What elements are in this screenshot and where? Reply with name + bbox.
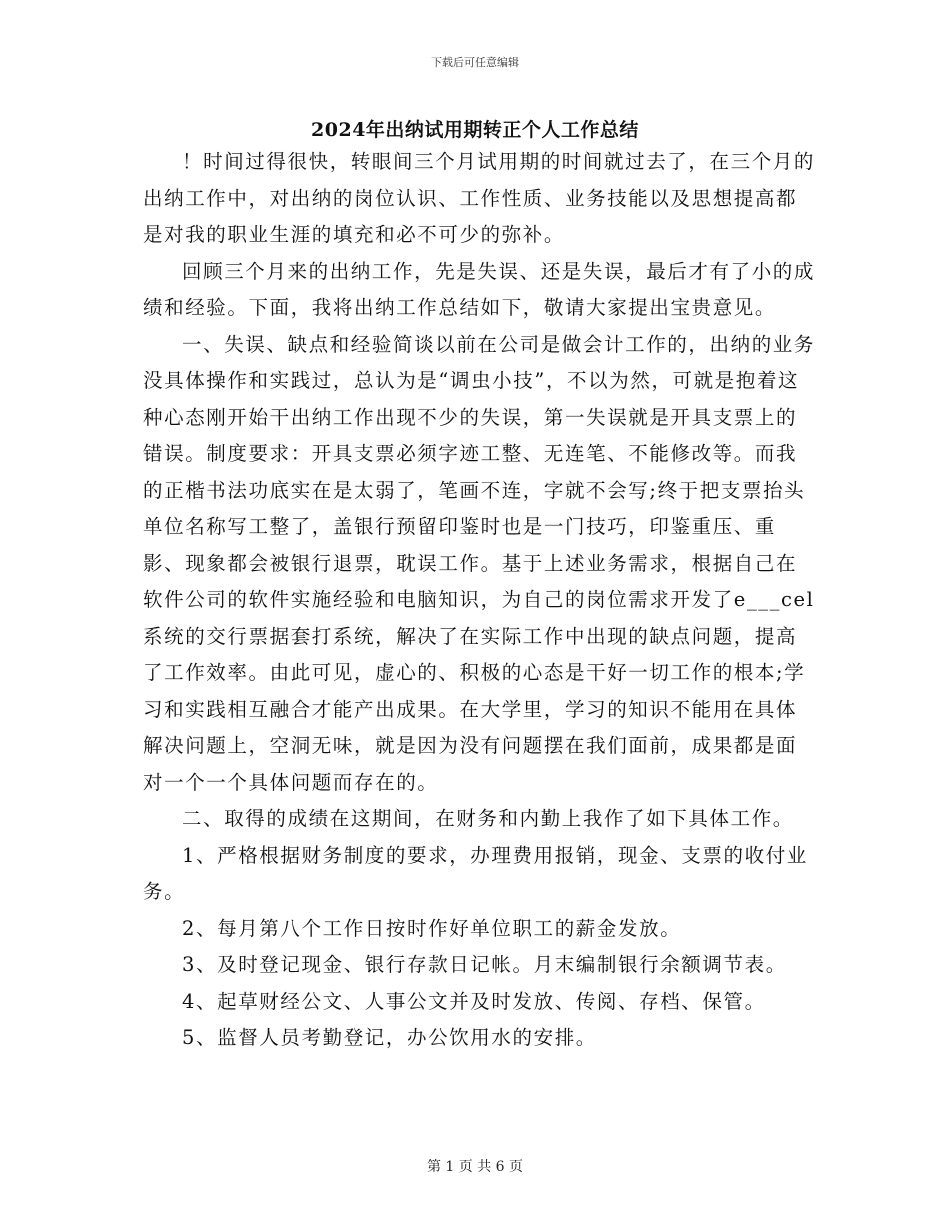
list-item-3: 3、及时登记现金、银行存款日记帐。月末编制银行余额调节表。 xyxy=(182,953,787,976)
list-item-2: 2、每月第八个工作日按时作好单位职工的薪金发放。 xyxy=(182,916,682,940)
page-header-note: 下载后可任意编辑 xyxy=(431,56,519,69)
paragraph-intro: ！时间过得很快，转眼间三个月试用期的时间就过去了，在三个月的出纳工作中，对出纳的岗位认识、工作性质、业务技能以及思想提高都是对我的职业生涯的填充和必不可少的弥补。 xyxy=(143,150,816,246)
list-item-5: 5、监督人员考勤登记，办公饮用水的安排。 xyxy=(182,1026,597,1049)
list-item-1: 1、严格根据财务制度的要求，办理费用报销，现金、支票的收付业务。 xyxy=(143,843,808,903)
document-title: 2024年出纳试用期转正个人工作总结 xyxy=(311,119,639,141)
paragraph-mistakes: 一、失误、缺点和经验简谈以前在公司是做会计工作的，出纳的业务没具体操作和实践过，总认为是“调虫小技”，不以为然，可就是抱着这种心态刚开始干出纳工作出现不少的失误，第一失误就是开具支票上的错误。制度要求：开具支票必须字迹工整、无连笔、不能修改等。而我的正楷书法功底实在是太弱了，笔画不连，字就不会写;终于把支票抬头单位名称写工整了，盖银行预留印鉴时也是一门技巧，印鉴重压、重影、现象都会被银行退票，耽误工作。基于上述业务需求，根据自己在软件公司的软件实施经验和电脑知识，为自己的岗位需求开发了e___cel系统的交行票据套打系统，解决了在实际工作中出现的缺点问题，提高了工作效率。由此可见，虚心的、积极的心态是干好一切工作的根本;学习和实践相互融合才能产出成果。在大学里，学习的知识不能用在具体解决问题上，空洞无味，就是因为没有问题摆在我们面前，成果都是面对一个一个具体问题而存在的。 xyxy=(143,332,816,794)
paragraph-achievements: 二、取得的成绩在这期间，在财务和内勤上我作了如下具体工作。 xyxy=(182,807,794,830)
page-number-footer: 第 1 页 共 6 页 xyxy=(426,1159,524,1175)
document-body xyxy=(143,144,815,1057)
list-item-4: 4、起草财经公文、人事公文并及时发放、传阅、存档、保管。 xyxy=(182,989,766,1013)
paragraph-review: 回顾三个月来的出纳工作，先是失误、还是失误，最后才有了小的成绩和经验。下面，我将出纳工作总结如下，敬请大家提出宝贵意见。 xyxy=(143,259,816,319)
